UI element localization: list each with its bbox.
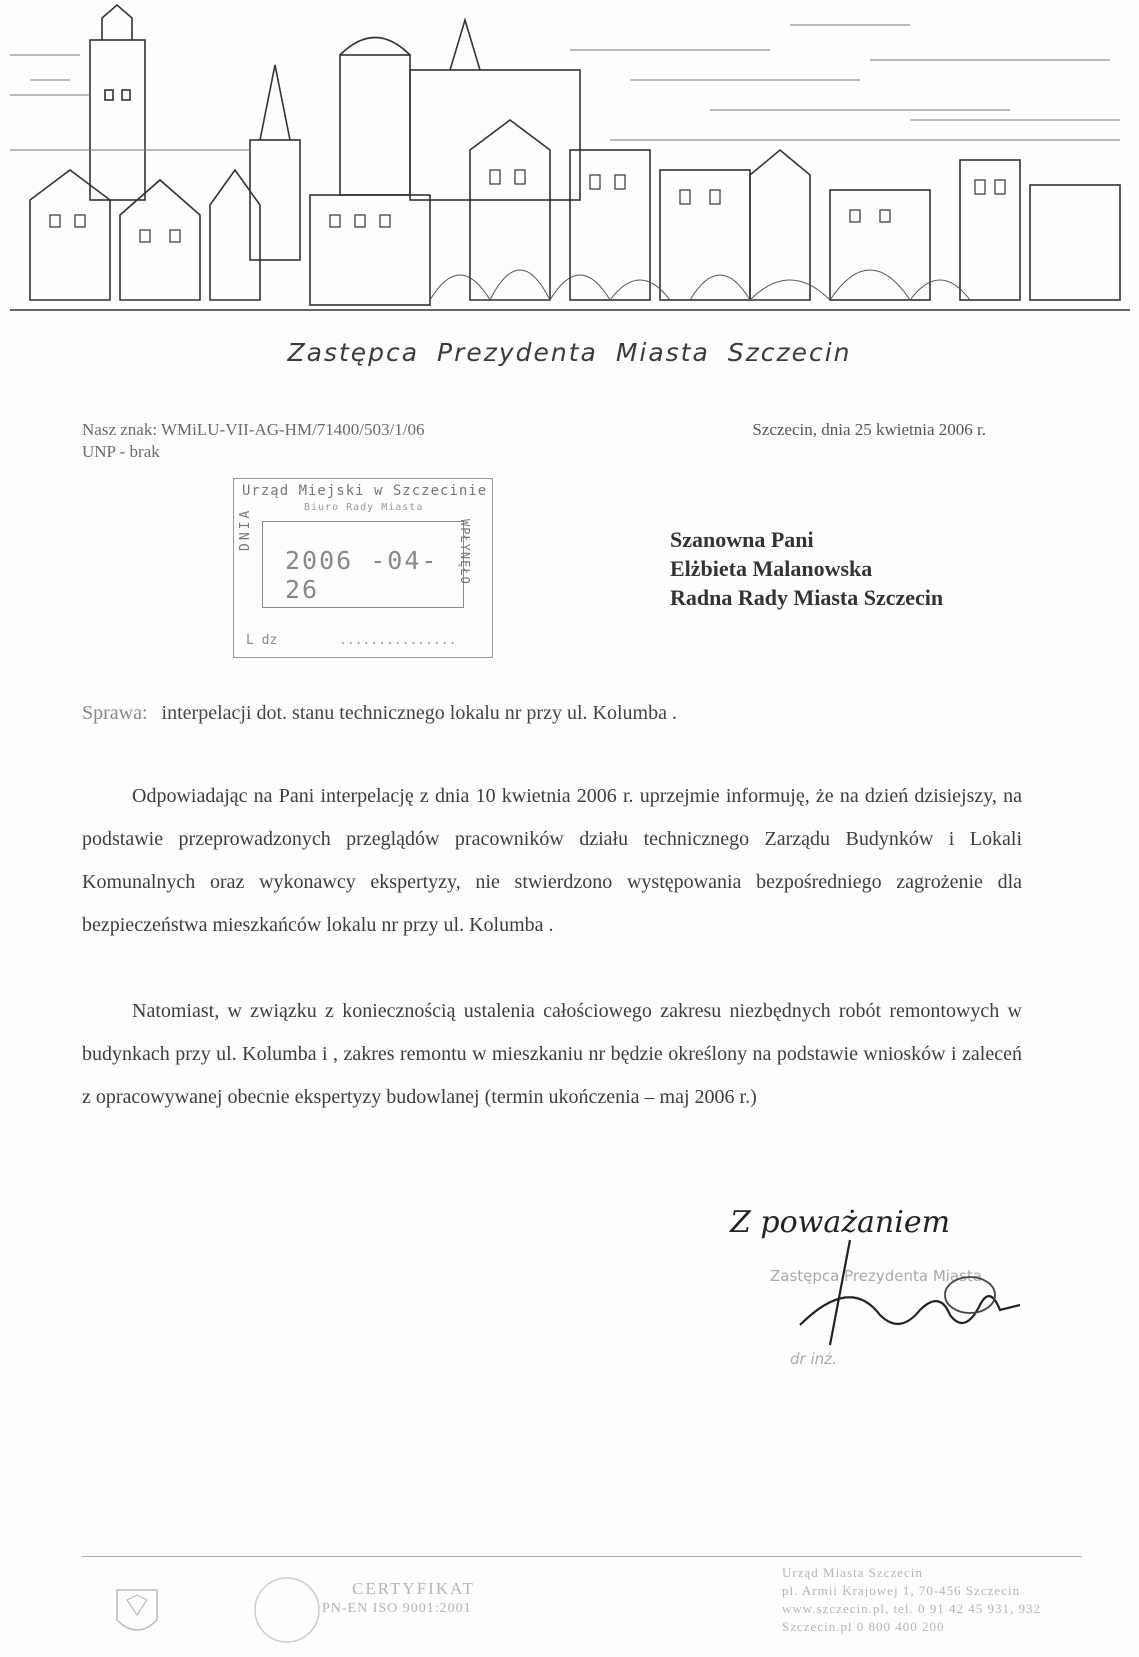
footer-hotline: Szczecin.pl 0 800 400 200	[782, 1619, 945, 1634]
footer-office: Urząd Miasta Szczecin	[782, 1565, 923, 1580]
unp-number: UNP - brak	[82, 442, 160, 461]
signature-name: dr inż.	[790, 1350, 837, 1368]
stamp-ldz-label: L dz	[246, 633, 278, 648]
footer-contact: www.szczecin.pl, tel. 0 91 42 45 931, 932	[782, 1601, 1041, 1616]
body-paragraph-2: Natomiast, w związku z koniecznością ustalenia całościowego zakresu niezbędnych robót remontowych w budynkach przy ul. Kolumba i , zakres remontu w mieszkaniu nr będzie określony na podstawie wniosków i zaleceń z opracowywanej obecnie ekspertyzy budowlanej (termin ukończenia – maj 2006 r.)	[82, 1000, 1022, 1108]
stamp-ldz-field: ...............	[339, 633, 457, 648]
signature-role: Zastępca Prezydenta Miasta	[770, 1267, 983, 1285]
footer-address: pl. Armii Krajowej 1, 70-456 Szczecin	[782, 1583, 1021, 1598]
subject-label: Sprawa:	[82, 702, 148, 724]
certificate-title: CERTYFIKAT	[352, 1579, 475, 1598]
certificate-logo-icon	[247, 1570, 327, 1650]
letterhead-title: Zastępca Prezydenta Miasta Szczecin	[287, 338, 852, 367]
handwritten-signature	[790, 1235, 1030, 1355]
certificate-standard: PN-EN ISO 9001:2001	[322, 1601, 472, 1616]
city-emblem-icon	[107, 1575, 167, 1645]
recipient-name: Elżbieta Malanowska	[670, 556, 873, 581]
body-paragraph-1: Odpowiadając na Pani interpelację z dnia 10 kwietnia 2006 r. uprzejmie informuję, że na dzień dzisiejszy, na podstawie przeprowadzonych przeglądów pracowników działu technicznego Zarządu Budynków i Lokali Komunalnych oraz wykonawcy ekspertyzy, nie stwierdzono występowania bezpośredniego zagrożenie dla bezpieczeństwa mieszkańców lokalu nr przy ul. Kolumba .	[82, 785, 1022, 936]
recipient-title: Radna Rady Miasta Szczecin	[670, 585, 944, 610]
stamp-date: 2006 -04- 26	[285, 546, 439, 604]
subject-text: interpelacji dot. stanu technicznego lokalu nr przy ul. Kolumba .	[161, 702, 677, 724]
stamp-subtitle: Biuro Rady Miasta	[304, 502, 424, 513]
stamp-date-box	[262, 521, 464, 608]
recipient-salutation: Szanowna Pani	[670, 527, 814, 552]
signature-block	[730, 1205, 1060, 1395]
letter-date: Szczecin, dnia 25 kwietnia 2006 r.	[752, 420, 986, 439]
stamp-wplynelo-label: WPŁYNĘŁO	[458, 519, 472, 585]
subject-line	[82, 702, 677, 725]
stamp-title: Urząd Miejski w Szczecinie	[242, 483, 488, 499]
city-skyline-illustration	[10, 0, 1130, 330]
footer	[82, 1565, 1082, 1655]
signature-greeting: Z poważaniem	[730, 1205, 951, 1240]
reference-number: Nasz znak: WMiLU-VII-AG-HM/71400/503/1/06	[82, 420, 425, 439]
received-stamp	[233, 478, 493, 658]
footer-divider	[82, 1556, 1082, 1557]
stamp-dnia-label: DNIA	[238, 507, 253, 551]
